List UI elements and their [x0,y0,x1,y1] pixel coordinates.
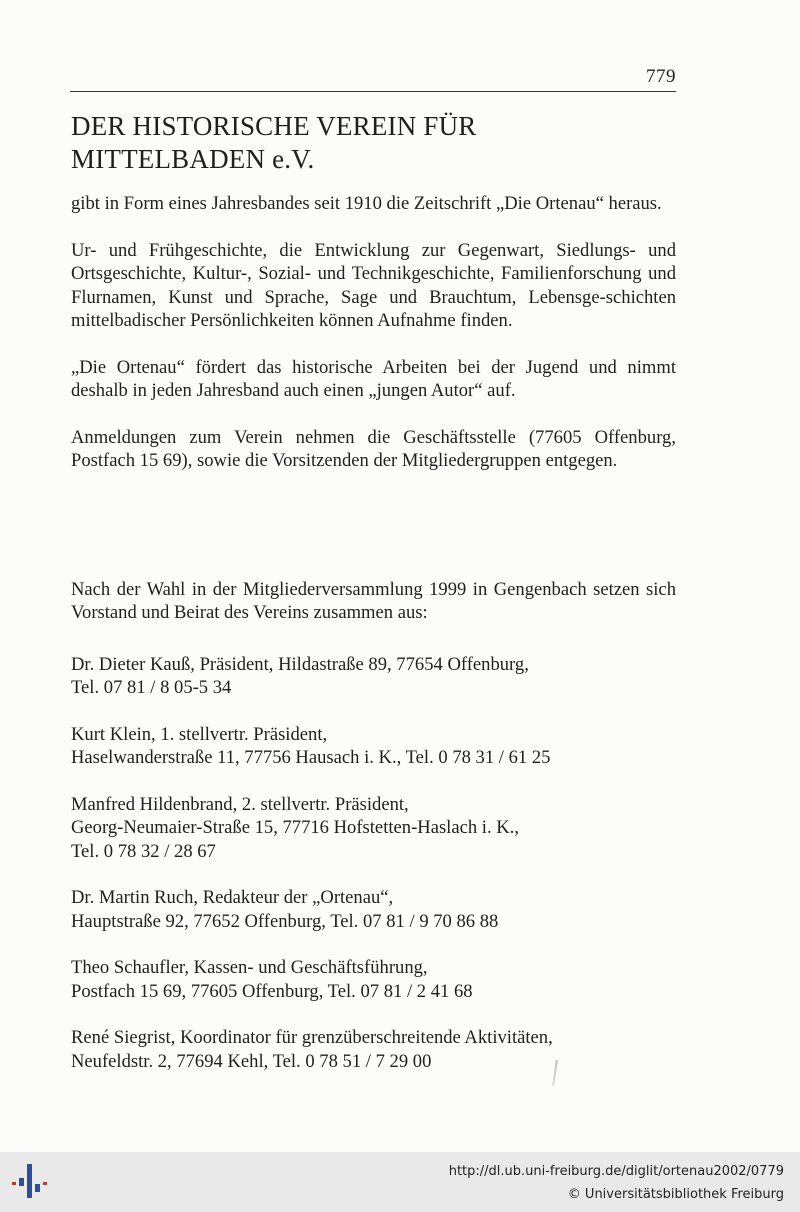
member-line: Dr. Dieter Kauß, Präsident, Hildastraße 89, 77654 Offenburg, [71,653,529,675]
board-member-entry [71,1026,676,1073]
member-line: Dr. Martin Ruch, Redakteur der „Ortenau“, [71,887,394,908]
header-rule [70,91,676,92]
copyright-text: © Universitätsbibliothek Freiburg [567,1187,784,1202]
paragraph-topics: Ur- und Frühgeschichte, die Entwicklung zur Gegenwart, Siedlungs- und Ortsgeschichte, Kultur-, Sozial- und Technikgeschichte, Familienforschung und Flurnamen, Kunst und Sprache, Sage und Brauchtum, Lebensge-schichten mittelbadischer Persönlichkeiten können Aufnahme finden. [71,239,676,331]
page-number: 779 [646,66,676,87]
member-line: Manfred Hildenbrand, 2. stellvertr. Präsident, [71,793,409,815]
board-member-list [71,653,676,1074]
member-line: Tel. 0 78 32 / 28 67 [71,840,216,862]
board-member-entry [71,723,676,770]
member-line: Hauptstraße 92, 77652 Offenburg, Tel. 07 81 / 9 70 86 88 [71,910,499,932]
title-line-2: MITTELBADEN e.V. [71,144,315,174]
member-line: René Siegrist, Koordinator für grenzüberschreitende Aktivitäten, [71,1027,553,1048]
board-member-entry [71,653,676,700]
board-member-entry [71,886,676,933]
source-url-link[interactable]: http://dl.ub.uni-freiburg.de/diglit/ortenau2002/0779 [448,1164,784,1179]
member-line: Postfach 15 69, 77605 Offenburg, Tel. 07 81 / 2 41 68 [71,980,473,1002]
member-line: Haselwanderstraße 11, 77756 Hausach i. K., Tel. 0 78 31 / 61 25 [71,747,551,768]
member-line: Kurt Klein, 1. stellvertr. Präsident, [71,723,328,745]
board-member-entry [71,793,676,864]
paragraph-intro: gibt in Form eines Jahresbandes seit 1910 die Zeitschrift „Die Ortenau“ heraus. [71,193,662,214]
paragraph-registration: Anmeldungen zum Verein nehmen die Geschäftsstelle (77605 Offenburg, Postfach 15 69), sowie die Vorsitzenden der Mitgliedergruppen entgegen. [71,426,676,471]
page-title [71,110,676,176]
page-content [71,110,676,1073]
member-line: Neufeldstr. 2, 77694 Kehl, Tel. 0 78 51 / 7 29 00 [71,1050,432,1072]
paragraph-youth: „Die Ortenau“ fördert das historische Arbeiten bei der Jugend und nimmt deshalb in jeden Jahresband auch einen „jungen Autor“ auf. [71,356,676,401]
board-member-entry [71,956,676,1003]
paragraph-election: Nach der Wahl in der Mitgliederversammlung 1999 in Gengenbach setzen sich Vorstand und Beirat des Vereins zusammen aus: [71,578,676,623]
footer-bar [0,1152,800,1212]
ub-freiburg-logo-icon [10,1162,50,1204]
member-line: Tel. 07 81 / 8 05-5 34 [71,677,232,698]
member-line: Georg-Neumaier-Straße 15, 77716 Hofstetten-Haslach i. K., [71,817,519,838]
title-line-1: DER HISTORISCHE VEREIN FÜR [71,111,477,141]
member-line: Theo Schaufler, Kassen- und Geschäftsführung, [71,957,428,978]
